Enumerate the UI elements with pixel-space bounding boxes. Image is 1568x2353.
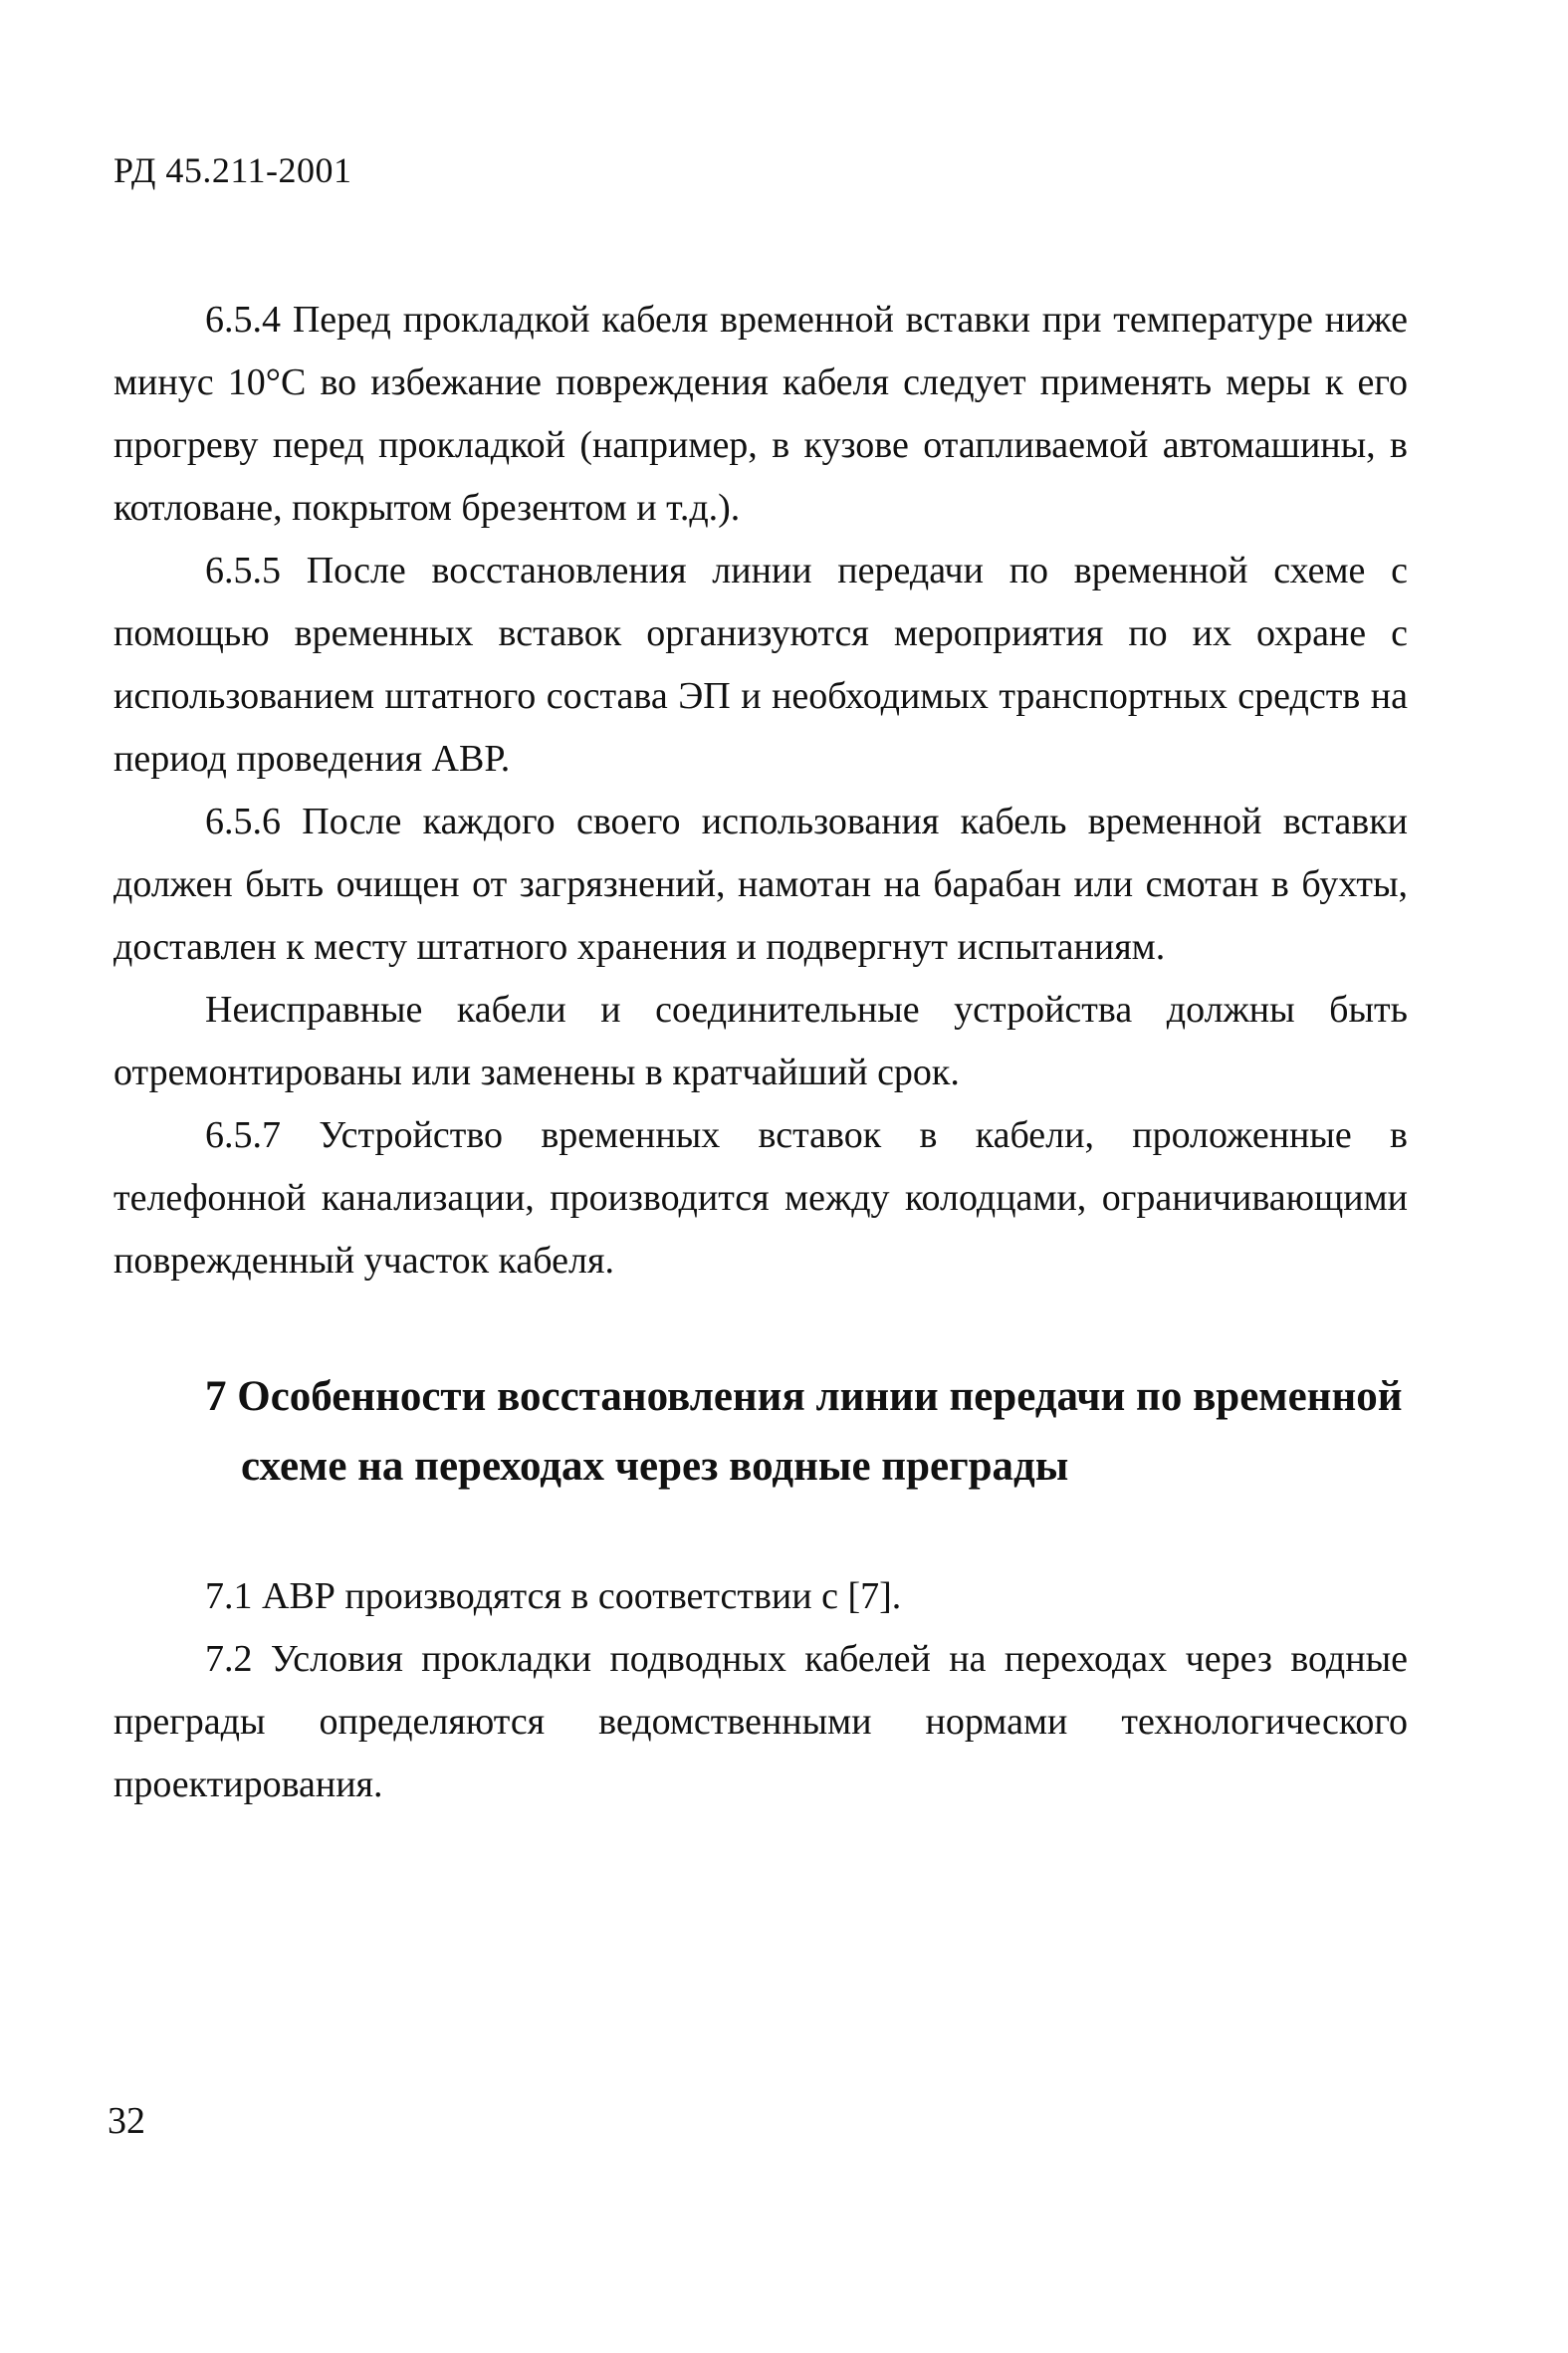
paragraph-6-5-6: 6.5.6 После каждого своего использования кабель временной вставки должен быть очищен от загрязнений, намотан на барабан или смотан в бухты, доставлен к месту штатного хранения и подвергнут испытаниям. [113,801,1408,968]
document-body [113,289,1408,1816]
paragraph-7-2: 7.2 Условия прокладки подводных кабелей на переходах через водные преграды определяются ведомственными нормами технологического проектирования. [113,1638,1408,1805]
section-7-body [113,1565,1408,1816]
paragraph-6-5-7: 6.5.7 Устройство временных вставок в кабели, проложенные в телефонной канализации, производится между колодцами, ограничивающими поврежденный участок кабеля. [113,1114,1408,1282]
section-heading-line-1: 7 Особенности восстановления линии передачи по временной [205,1373,1403,1420]
document-code: РД 45.211-2001 [113,150,352,190]
section-7-heading [113,1362,1408,1502]
page-number: 32 [108,2100,145,2142]
section-heading-line-2: схеме на переходах через водные преграды [241,1443,1069,1490]
paragraph-6-5-5: 6.5.5 После восстановления линии передачи по временной схеме с помощью временных вставок организуются мероприятия по их охране с использованием штатного состава ЭП и необходимых транспортных средств на период проведения АВР. [113,550,1408,780]
paragraph-faulty-cables: Неисправные кабели и соединительные устройства должны быть отремонтированы или заменены в кратчайший срок. [113,989,1408,1093]
paragraph-7-1: 7.1 АВР производятся в соответствии с [7]. [205,1575,902,1617]
paragraph-6-5-4: 6.5.4 Перед прокладкой кабеля временной вставки при температуре ниже минус 10°С во избежание повреждения кабеля следует применять меры к его прогреву перед прокладкой (например, в кузове отапливаемой автомашины, в котловане, покрытом брезентом и т.д.). [113,299,1408,529]
